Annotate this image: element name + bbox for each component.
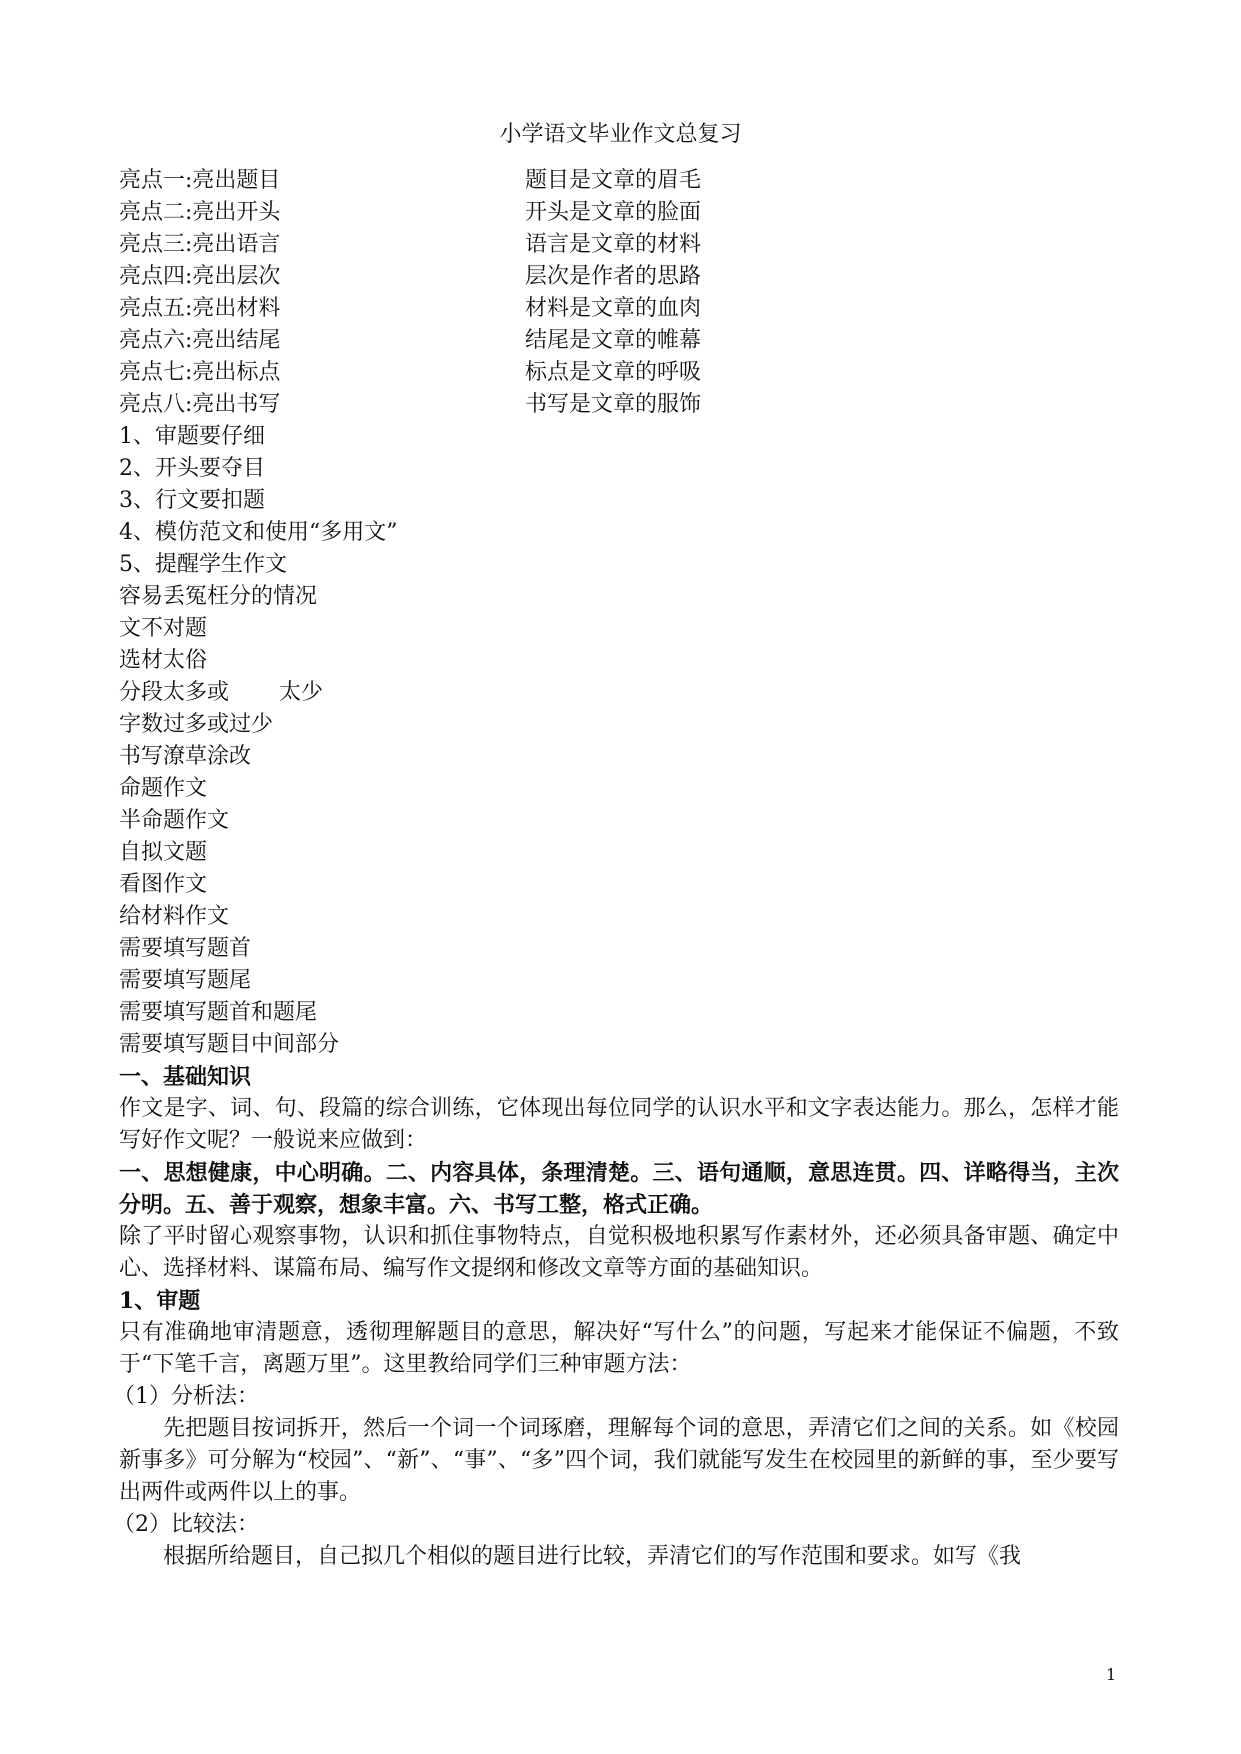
lost-point-item: 字数过多或过少 bbox=[119, 712, 274, 737]
section-intro-paragraph: 作文是字、词、句、段篇的综合训练，它体现出每位同学的认识水平和文字表达能力。那么，怎样才能写好作文呢？一般说来应做到： bbox=[119, 1096, 1119, 1153]
lost-point-item: 文不对题 bbox=[119, 616, 208, 641]
essay-type-item: 命题作文 bbox=[119, 776, 208, 801]
essay-type-item: 半命题作文 bbox=[119, 808, 230, 833]
highlight-item bbox=[119, 325, 702, 357]
highlight-label: 亮点五:亮出材料 bbox=[119, 296, 281, 321]
method-paragraph: 先把题目按词拆开，然后一个词一个词琢磨，理解每个词的意思，弄清它们之间的关系。如《校园新事多》可分解为“校园”、“新”、“事”、“多”四个词，我们就能写发生在校园里的新鲜的事，至少要写出两件或两件以上的事。 bbox=[119, 1416, 1119, 1505]
essay-type-item: 需要填写题首和题尾 bbox=[119, 1000, 318, 1025]
numbered-point: 1、审题要仔细 bbox=[119, 424, 265, 449]
essay-type-item: 看图作文 bbox=[119, 872, 208, 897]
method-label: （2）比较法： bbox=[113, 1512, 259, 1537]
essay-type-item: 需要填写题尾 bbox=[119, 968, 252, 993]
subsection-intro-paragraph: 只有准确地审清题意，透彻理解题目的意思，解决好“写什么”的问题，写起来才能保证不偏题，不致于“下笔千言，离题万里”。这里教给同学们三种审题方法： bbox=[119, 1320, 1119, 1377]
lost-point-item: 选材太俗 bbox=[119, 648, 208, 673]
highlight-item bbox=[119, 357, 702, 389]
highlight-meaning: 结尾是文章的帷幕 bbox=[525, 328, 702, 353]
highlight-item bbox=[119, 165, 702, 197]
highlight-meaning: 题目是文章的眉毛 bbox=[525, 168, 702, 193]
lost-points-heading: 容易丢冤枉分的情况 bbox=[119, 584, 318, 609]
highlight-label: 亮点二:亮出开头 bbox=[119, 200, 281, 225]
section-heading: 一、基础知识 bbox=[119, 1064, 252, 1090]
highlight-label: 亮点四:亮出层次 bbox=[119, 264, 281, 289]
highlight-label: 亮点七:亮出标点 bbox=[119, 360, 281, 385]
highlight-label: 亮点一:亮出题目 bbox=[119, 168, 281, 193]
essay-type-item: 自拟文题 bbox=[119, 840, 208, 865]
method-label: （1）分析法： bbox=[113, 1384, 259, 1409]
numbered-point: 2、开头要夺目 bbox=[119, 456, 265, 481]
lost-point-item bbox=[119, 677, 323, 709]
essay-type-item: 给材料作文 bbox=[119, 904, 230, 929]
highlight-label: 亮点八:亮出书写 bbox=[119, 392, 281, 417]
paragraph-count-text: 分段太多或 bbox=[119, 680, 230, 705]
numbered-point: 4、模仿范文和使用“多用文” bbox=[119, 520, 398, 545]
highlight-item bbox=[119, 261, 702, 293]
requirements-paragraph: 一、思想健康，中心明确。二、内容具体，条理清楚。三、语句通顺，意思连贯。四、详略得当，主次分明。五、善于观察，想象丰富。六、书写工整，格式正确。 bbox=[119, 1160, 1119, 1218]
highlight-item bbox=[119, 197, 702, 229]
highlight-meaning: 材料是文章的血肉 bbox=[525, 296, 702, 321]
highlight-meaning: 语言是文章的材料 bbox=[525, 232, 702, 257]
method-paragraph: 根据所给题目，自己拟几个相似的题目进行比较，弄清它们的写作范围和要求。如写《我 bbox=[163, 1544, 1022, 1569]
subsection-heading: 1、审题 bbox=[119, 1288, 201, 1314]
highlight-meaning: 层次是作者的思路 bbox=[525, 264, 702, 289]
highlight-meaning: 标点是文章的呼吸 bbox=[525, 360, 702, 385]
highlight-meaning: 开头是文章的脸面 bbox=[525, 200, 702, 225]
highlight-label: 亮点六:亮出结尾 bbox=[119, 328, 281, 353]
page-number: 1 bbox=[1106, 1665, 1117, 1684]
highlight-label: 亮点三:亮出语言 bbox=[119, 232, 281, 257]
highlight-meaning: 书写是文章的服饰 bbox=[525, 392, 702, 417]
numbered-point: 5、提醒学生作文 bbox=[119, 552, 287, 577]
paragraph-count-text: 太少 bbox=[279, 680, 324, 705]
page-title: 小学语文毕业作文总复习 bbox=[499, 122, 742, 147]
essay-type-item: 需要填写题目中间部分 bbox=[119, 1032, 340, 1057]
lost-point-item: 书写潦草涂改 bbox=[119, 744, 252, 769]
highlight-item bbox=[119, 389, 702, 421]
highlight-item bbox=[119, 293, 702, 325]
highlight-item bbox=[119, 229, 702, 261]
essay-type-item: 需要填写题首 bbox=[119, 936, 252, 961]
basics-paragraph: 除了平时留心观察事物，认识和抓住事物特点，自觉积极地积累写作素材外，还必须具备审题、确定中心、选择材料、谋篇布局、编写作文提纲和修改文章等方面的基础知识。 bbox=[119, 1224, 1119, 1281]
numbered-point: 3、行文要扣题 bbox=[119, 488, 265, 513]
